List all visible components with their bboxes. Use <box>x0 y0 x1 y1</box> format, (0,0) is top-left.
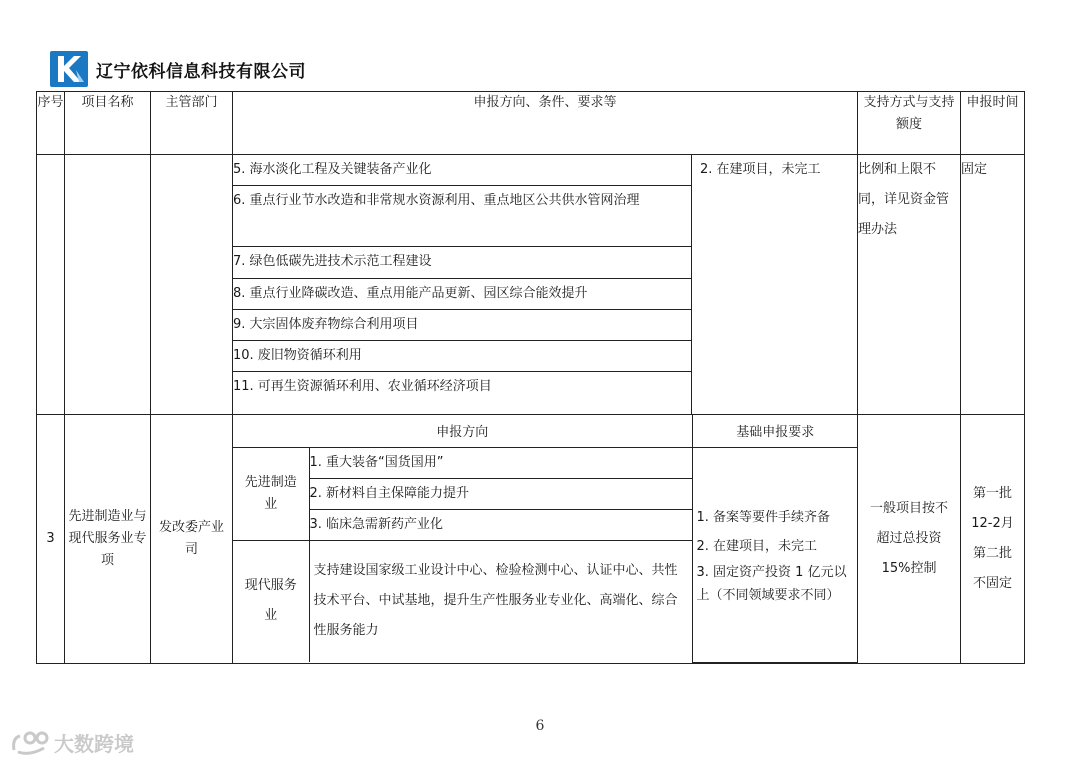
watermark <box>10 728 134 757</box>
list-item: 11. 可再生资源循环利用、农业循环经济项目 <box>233 372 691 414</box>
row3-direction-table <box>233 415 858 663</box>
header-direction: 申报方向、条件、要求等 <box>233 92 858 155</box>
document-header <box>50 50 306 88</box>
group-label-services: 现代服务业 <box>233 540 309 662</box>
cell-dept-empty <box>151 155 233 415</box>
requirement-item: 3. 固定资产投资 1 亿元以上（不同领域要求不同） <box>696 564 847 603</box>
header-row <box>37 92 1025 155</box>
continued-time: 固定 <box>961 155 1025 415</box>
cell-name-empty <box>65 155 151 415</box>
list-item: 5. 海水淡化工程及关键装备产业化 <box>233 155 691 186</box>
requirement-item: 2. 在建项目，未完工 <box>696 538 818 554</box>
requirement-item: 1. 备案等要件手续齐备 <box>696 509 831 525</box>
requirements-subheader: 基础申报要求 <box>692 415 858 447</box>
requirements-list <box>692 447 858 662</box>
continued-items-list <box>233 155 691 414</box>
list-item: 3. 临床急需新药产业化 <box>309 509 692 540</box>
table-row-3 <box>37 415 1025 664</box>
row3-support: 一般项目按不超过总投资15%控制 <box>858 415 961 664</box>
page-number: 6 <box>535 718 545 734</box>
header-no: 序号 <box>37 92 65 155</box>
row3-direction-cell <box>233 415 858 664</box>
row3-no: 3 <box>37 415 65 664</box>
table-row-continued <box>37 155 1025 415</box>
header-time: 申报时间 <box>961 92 1025 155</box>
group-label-manufacturing: 先进制造业 <box>233 447 309 540</box>
list-item: 2. 新材料自主保障能力提升 <box>309 478 692 509</box>
company-name: 辽宁依科信息科技有限公司 <box>96 61 306 82</box>
list-item: 10. 废旧物资循环利用 <box>233 341 691 372</box>
row3-project-name: 先进制造业与现代服务业专项 <box>65 415 151 664</box>
header-support: 支持方式与支持额度 <box>858 92 961 155</box>
list-item: 8. 重点行业降碳改造、重点用能产品更新、园区综合能效提升 <box>233 279 691 310</box>
project-table <box>36 91 1025 664</box>
watermark-text: 大数跨境 <box>54 732 134 756</box>
list-item: 6. 重点行业节水改造和非常规水资源利用、重点地区公共供水管网治理 <box>233 186 691 247</box>
header-dept: 主管部门 <box>151 92 233 155</box>
row3-dept: 发改委产业司 <box>151 415 233 664</box>
cell-no-empty <box>37 155 65 415</box>
list-item: 1. 重大装备“国货国用” <box>309 447 692 478</box>
list-item: 9. 大宗固体废弃物综合利用项目 <box>233 310 691 341</box>
continued-condition: 2. 在建项目，未完工 <box>692 155 858 415</box>
list-item: 支持建设国家级工业设计中心、检验检测中心、认证中心、共性技术平台、中试基地，提升生产性服务业专业化、高端化、综合性服务能力 <box>309 540 692 662</box>
continued-support: 比例和上限不同，详见资金管理办法 <box>858 155 961 415</box>
continued-items-cell <box>233 155 692 415</box>
header-name: 项目名称 <box>65 92 151 155</box>
direction-subheader: 申报方向 <box>233 415 692 447</box>
row3-time: 第一批12-2月第二批不固定 <box>961 415 1025 664</box>
company-logo <box>50 51 88 87</box>
watermark-icon <box>10 730 50 756</box>
list-item: 7. 绿色低碳先进技术示范工程建设 <box>233 247 691 279</box>
